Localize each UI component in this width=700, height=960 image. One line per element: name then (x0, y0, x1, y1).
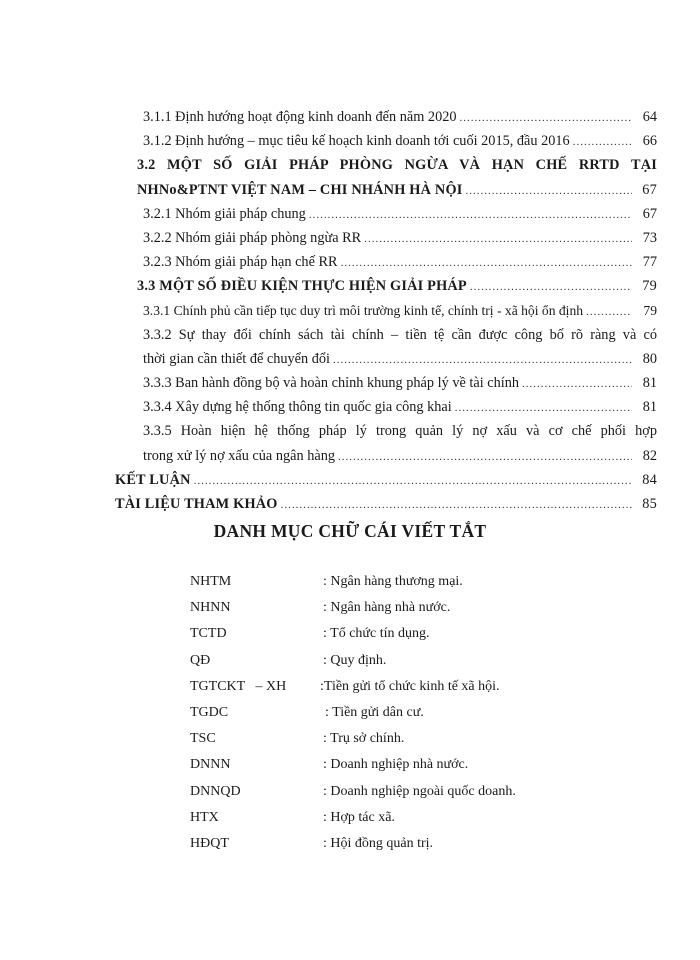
abbreviation-code: HĐQT (190, 835, 229, 851)
toc-entry-text: thời gian cần thiết để chuyển đổi (143, 350, 331, 367)
toc-entry-text: NHNo&PTNT VIỆT NAM – CHI NHÁNH HÀ NỘI (137, 181, 463, 198)
abbreviation-row (190, 757, 570, 783)
toc-page-number: 81 (642, 375, 657, 392)
toc-leader-dots (466, 185, 632, 197)
toc-entry-3-1-2 (115, 133, 657, 157)
abbreviation-definition: : Tiền gửi dân cư. (325, 704, 424, 720)
abbreviation-row (190, 705, 570, 731)
toc-page-number: 66 (642, 133, 657, 150)
toc-entry-3-3-3 (115, 375, 657, 399)
toc-entry-text: 3.2.2 Nhóm giải pháp phòng ngừa RR (143, 229, 362, 246)
toc-leader-dots (470, 281, 632, 293)
toc-leader-dots (522, 378, 632, 390)
toc-page-number: 79 (643, 302, 657, 318)
toc-page-number: 77 (642, 254, 657, 271)
abbreviation-code: TGDC (190, 704, 229, 720)
toc-entry-3-3-5 (115, 423, 657, 447)
abbreviations-list (190, 574, 570, 862)
toc-entry-3-1-1 (115, 109, 657, 133)
toc-entry-3-3-4 (115, 399, 657, 423)
toc-page-number: 64 (642, 109, 657, 125)
abbreviation-code: TCTD (190, 626, 227, 642)
toc-leader-dots (341, 257, 632, 269)
abbreviation-row (190, 810, 570, 836)
abbreviation-definition: : Hợp tác xã. (323, 809, 395, 825)
toc-entry-ket-luan (115, 472, 657, 496)
toc-leader-dots (281, 499, 632, 511)
toc-leader-dots (364, 233, 632, 245)
toc-entry-text: 3.3.4 Xây dựng hệ thống thông tin quốc gia công khai (143, 399, 452, 416)
abbreviation-row (190, 653, 570, 679)
abbreviation-code: NHTM (190, 574, 232, 589)
toc-entry-text: 3.2.1 Nhóm giải pháp chung (143, 205, 306, 222)
abbreviation-code: TSC (190, 731, 216, 747)
abbreviation-definition: : Trụ sở chính. (323, 731, 405, 747)
toc-leader-dots (455, 402, 632, 414)
abbreviation-definition: : Doanh nghiệp nhà nước. (323, 757, 469, 773)
abbreviation-definition: : Ngân hàng nhà nước. (323, 600, 451, 616)
table-of-contents (115, 109, 657, 520)
toc-entry-3-3-1 (115, 303, 657, 327)
abbreviation-row (190, 626, 570, 652)
toc-entry-text: trong xử lý nợ xấu của ngân hàng (143, 447, 335, 464)
abbreviation-code: QĐ (190, 652, 211, 668)
toc-page-number: 80 (642, 350, 657, 367)
abbreviation-definition: : Ngân hàng thương mại. (323, 574, 463, 589)
toc-entry-text: TÀI LIỆU THAM KHẢO (115, 496, 278, 512)
toc-leader-dots (338, 451, 632, 463)
abbreviation-row (190, 600, 570, 626)
toc-page-number: 85 (642, 496, 657, 512)
toc-leader-dots (573, 136, 632, 148)
toc-leader-dots (333, 354, 632, 366)
toc-entry-text: 3.3.5 Hoàn hiện hệ thống pháp lý trong quản lý nợ xấu và cơ chế phối hợp (143, 423, 657, 440)
toc-page-number: 67 (642, 181, 657, 198)
abbreviation-definition: : Tổ chức tín dụng. (323, 626, 430, 642)
abbreviation-code: HTX (190, 809, 219, 825)
toc-page-number: 79 (642, 278, 657, 295)
abbreviation-code: DNNQD (190, 783, 241, 799)
toc-entry-3-2-1 (115, 206, 657, 230)
toc-entry-text: 3.3.3 Ban hành đồng bộ và hoàn chỉnh khung pháp lý về tài chính (143, 375, 520, 392)
toc-page-number: 82 (642, 447, 657, 464)
abbreviation-code: NHNN (190, 600, 231, 616)
abbreviation-code: DNNN (190, 757, 231, 773)
toc-entry-3-3-2 (115, 327, 657, 351)
toc-entry-3-3-5-cont (115, 448, 657, 472)
toc-entry-text: 3.2.3 Nhóm giải pháp hạn chế RR (143, 254, 338, 271)
abbreviation-row (190, 731, 570, 757)
toc-page-number: 81 (642, 399, 657, 416)
abbreviation-definition: : Hội đồng quản trị. (323, 835, 434, 851)
abbreviation-row (190, 574, 570, 600)
abbreviation-row (190, 679, 570, 705)
toc-entry-text: 3.3 MỘT SỐ ĐIỀU KIỆN THỰC HIỆN GIẢI PHÁP (137, 278, 467, 295)
toc-leader-dots (194, 475, 632, 487)
abbreviation-row (190, 836, 570, 862)
toc-entry-3-2-cont (115, 182, 657, 206)
toc-page-number: 84 (642, 471, 657, 488)
toc-entry-3-2-2 (115, 230, 657, 254)
abbreviation-definition: : Quy định. (323, 652, 387, 668)
toc-page-number: 67 (642, 205, 657, 222)
toc-entry-3-3 (115, 278, 657, 302)
toc-entry-text: 3.3.2 Sự thay đổi chính sách tài chính – tiền tệ cần được công bố rõ ràng và có (143, 326, 657, 343)
toc-entry-text: 3.1.2 Định hướng – mục tiêu kế hoạch kinh doanh tới cuối 2015, đầu 2016 (143, 133, 570, 150)
toc-leader-dots (309, 209, 632, 221)
toc-entry-tai-lieu (115, 496, 657, 520)
abbreviation-row (190, 784, 570, 810)
abbreviation-definition: : Doanh nghiệp ngoài quốc doanh. (323, 783, 516, 799)
abbreviation-definition: :Tiền gửi tổ chức kinh tế xã hội. (320, 678, 500, 694)
toc-leader-dots (586, 306, 632, 318)
toc-leader-dots (460, 112, 632, 124)
toc-page-number: 73 (642, 229, 657, 246)
toc-entry-3-3-2-cont (115, 351, 657, 375)
toc-entry-text: KẾT LUẬN (115, 471, 191, 488)
toc-entry-text: 3.2 MỘT SỐ GIẢI PHÁP PHÒNG NGỪA VÀ HẠN CHẾ RRTD TẠI (137, 157, 657, 174)
abbreviation-code: TGTCKT – XH (190, 678, 287, 694)
toc-entry-3-2-3 (115, 254, 657, 278)
abbreviations-title: DANH MỤC CHỮ CÁI VIẾT TẮT (213, 521, 487, 541)
toc-entry-text: 3.1.1 Định hướng hoạt động kinh doanh đến năm 2020 (143, 109, 457, 125)
toc-entry-3-2 (115, 157, 657, 181)
toc-entry-text: 3.3.1 Chính phủ cần tiếp tục duy trì môi trường kinh tế, chính trị - xã hội ổn định (143, 302, 584, 318)
